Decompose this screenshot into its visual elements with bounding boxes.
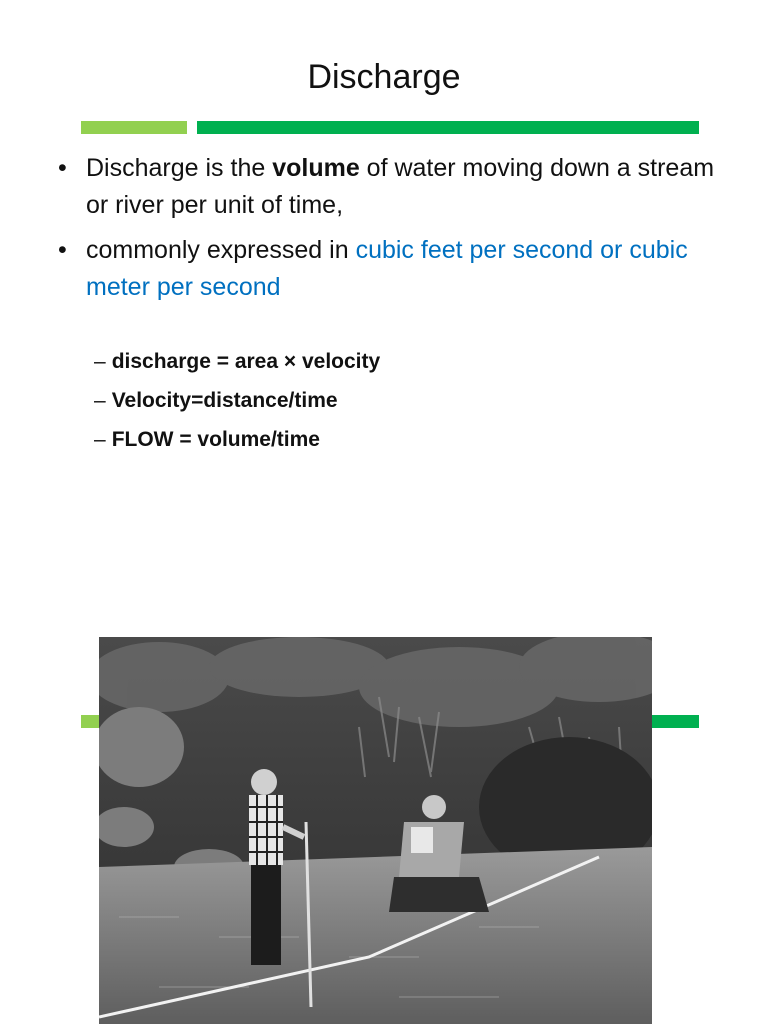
formula-list bbox=[94, 350, 380, 467]
title-rule-long bbox=[197, 121, 699, 134]
formula-text: discharge = area × velocity bbox=[111, 350, 381, 373]
bullet-dot-icon: • bbox=[58, 236, 67, 264]
bullet-item-units bbox=[58, 232, 718, 306]
bullet-item-definition bbox=[58, 150, 718, 224]
formula-item bbox=[94, 428, 380, 452]
bullet-units-highlight: cubic feet per second or cubic meter per second bbox=[86, 236, 688, 301]
stream-measurement-photo bbox=[99, 637, 652, 1024]
bullet-dot-icon: • bbox=[58, 154, 67, 182]
formula-text: Velocity=distance/time bbox=[111, 389, 338, 412]
formula-item bbox=[94, 350, 380, 374]
bullet-text: commonly expressed in bbox=[86, 236, 356, 264]
dash-icon: – bbox=[94, 389, 106, 412]
formula-item bbox=[94, 389, 380, 413]
bullet-list bbox=[58, 150, 718, 314]
title-rule-short bbox=[81, 121, 187, 134]
bullet-bold-word: volume bbox=[272, 154, 360, 182]
photo-illustration bbox=[99, 637, 652, 1024]
formula-text: FLOW = volume/time bbox=[111, 428, 320, 451]
bullet-text: of water moving down a stream or river per unit of time, bbox=[86, 154, 715, 219]
dash-icon: – bbox=[94, 428, 106, 451]
bullet-text: Discharge is the bbox=[86, 154, 273, 182]
dash-icon: – bbox=[94, 350, 106, 373]
slide-title: Discharge bbox=[307, 58, 461, 96]
